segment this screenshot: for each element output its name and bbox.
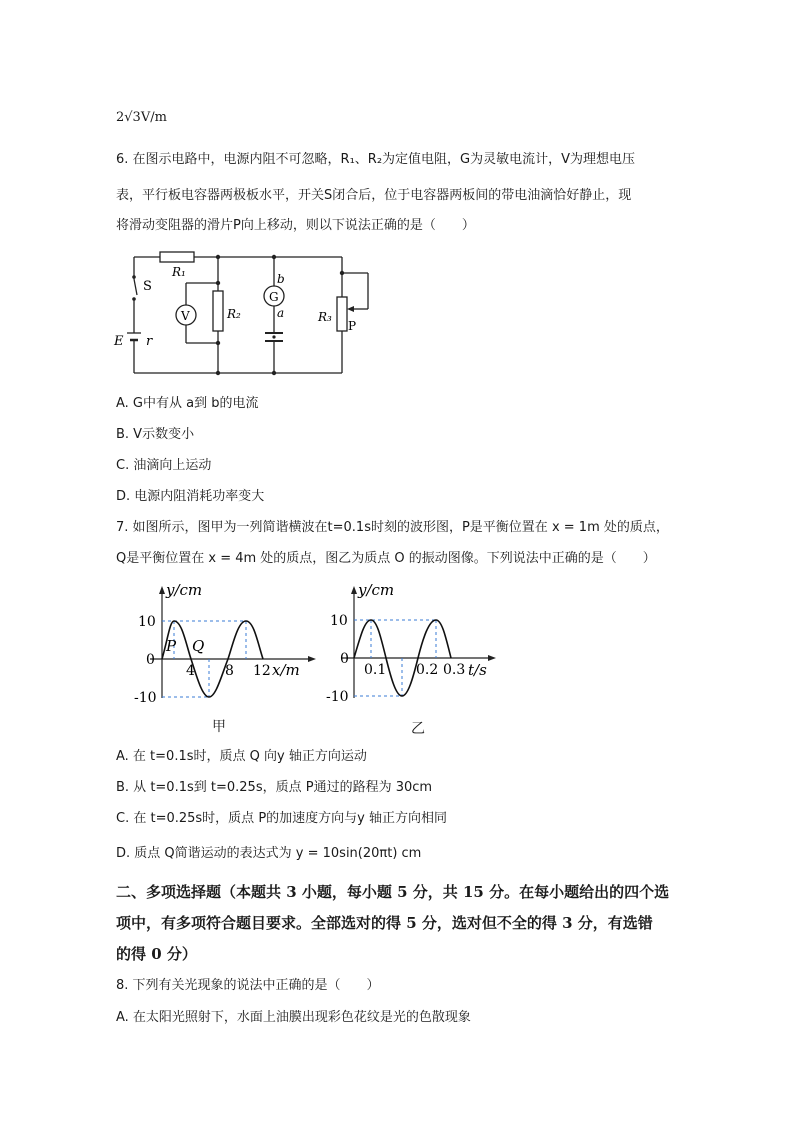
yi-ytick-0: 0 bbox=[340, 651, 349, 667]
resistor-r1 bbox=[160, 252, 194, 262]
label-g: G bbox=[269, 290, 279, 304]
q7-option-d: D. 质点 Q简谐运动的表达式为 y = 10sin(20πt) cm bbox=[116, 846, 422, 861]
q6-option-c: C. 油滴向上运动 bbox=[116, 458, 212, 473]
q6-stem-line-3: 将滑动变阻器的滑片P向上移动，则以下说法正确的是（ ） bbox=[116, 218, 475, 233]
jia-xtick-4: 4 bbox=[186, 663, 195, 679]
vibration-graph-yi bbox=[320, 578, 500, 708]
jia-point-q: Q bbox=[192, 637, 205, 655]
q8-stem: 8. 下列有关光现象的说法中正确的是（ ） bbox=[116, 978, 380, 993]
jia-ylabel: y/cm bbox=[166, 581, 203, 599]
yi-ylabel: y/cm bbox=[358, 581, 395, 599]
label-r3: R₃ bbox=[318, 310, 332, 324]
jia-xlabel: x/m bbox=[272, 661, 300, 679]
wave-graph-jia bbox=[130, 578, 320, 708]
label-b: b bbox=[277, 272, 285, 286]
q7-stem-line-1: 7. 如图所示，图甲为一列简谐横波在t=0.1s时刻的波形图，P是平衡位置在 x = 1m 处的质点， bbox=[116, 520, 669, 535]
caption-jia: 甲 bbox=[212, 719, 226, 735]
yi-ytick-neg10: -10 bbox=[326, 689, 349, 705]
section2-heading-line-3: 的得 0 分） bbox=[116, 945, 197, 963]
label-a: a bbox=[277, 306, 285, 320]
label-r2: R₂ bbox=[227, 307, 241, 321]
q7-option-b: B. 从 t=0.1s到 t=0.25s，质点 P通过的路程为 30cm bbox=[116, 780, 433, 795]
previous-answer-fragment: 2√3V/m bbox=[116, 110, 167, 125]
section2-heading-line-1: 二、多项选择题（本题共 3 小题，每小题 5 分，共 15 分。在每小题给出的四个选 bbox=[116, 883, 670, 901]
label-r: r bbox=[146, 334, 153, 349]
q7-option-c: C. 在 t=0.25s时，质点 P的加速度方向与y 轴正方向相同 bbox=[116, 811, 447, 826]
yi-xtick-0.2: 0.2 bbox=[416, 662, 439, 678]
jia-ytick-10: 10 bbox=[138, 614, 156, 630]
resistor-r2 bbox=[213, 291, 223, 331]
q6-stem-line-2: 表，平行板电容器两极板水平，开关S闭合后，位于电容器两板间的带电油滴恰好静止，现 bbox=[116, 188, 632, 203]
jia-xtick-8: 8 bbox=[225, 663, 234, 679]
yi-xlabel: t/s bbox=[468, 661, 487, 679]
yi-xtick-0.3: 0.3 bbox=[443, 662, 466, 678]
jia-ytick-0: 0 bbox=[146, 652, 155, 668]
rheostat-r3 bbox=[337, 297, 347, 331]
q7-option-a: A. 在 t=0.1s时，质点 Q 向y 轴正方向运动 bbox=[116, 749, 367, 764]
label-r1: R₁ bbox=[172, 265, 186, 279]
q7-stem-line-2: Q是平衡位置在 x = 4m 处的质点，图乙为质点 O 的振动图像。下列说法中正确的是（ ） bbox=[116, 551, 656, 566]
q6-option-d: D. 电源内阻消耗功率变大 bbox=[116, 489, 265, 504]
jia-xtick-12: 12 bbox=[253, 663, 271, 679]
q6-stem-line-1: 6. 在图示电路中，电源内阻不可忽略，R₁、R₂为定值电阻，G为灵敏电流计，V为理想电压 bbox=[116, 152, 635, 167]
label-v: V bbox=[181, 309, 190, 323]
label-p: P bbox=[348, 319, 357, 333]
jia-point-p: P bbox=[166, 637, 177, 655]
label-e: E bbox=[114, 334, 124, 349]
jia-ytick-neg10: -10 bbox=[134, 690, 157, 706]
caption-yi: 乙 bbox=[411, 721, 425, 737]
yi-ytick-10: 10 bbox=[330, 613, 348, 629]
section2-heading-line-2: 项中，有多项符合题目要求。全部选对的得 5 分，选对但不全的得 3 分，有选错 bbox=[116, 914, 653, 932]
label-s: S bbox=[143, 279, 152, 294]
circuit-diagram bbox=[110, 245, 370, 385]
q6-option-b: B. V示数变小 bbox=[116, 427, 195, 442]
yi-xtick-0.1: 0.1 bbox=[364, 662, 387, 678]
q8-option-a: A. 在太阳光照射下，水面上油膜出现彩色花纹是光的色散现象 bbox=[116, 1010, 471, 1025]
q6-option-a: A. G中有从 a到 b的电流 bbox=[116, 396, 259, 411]
